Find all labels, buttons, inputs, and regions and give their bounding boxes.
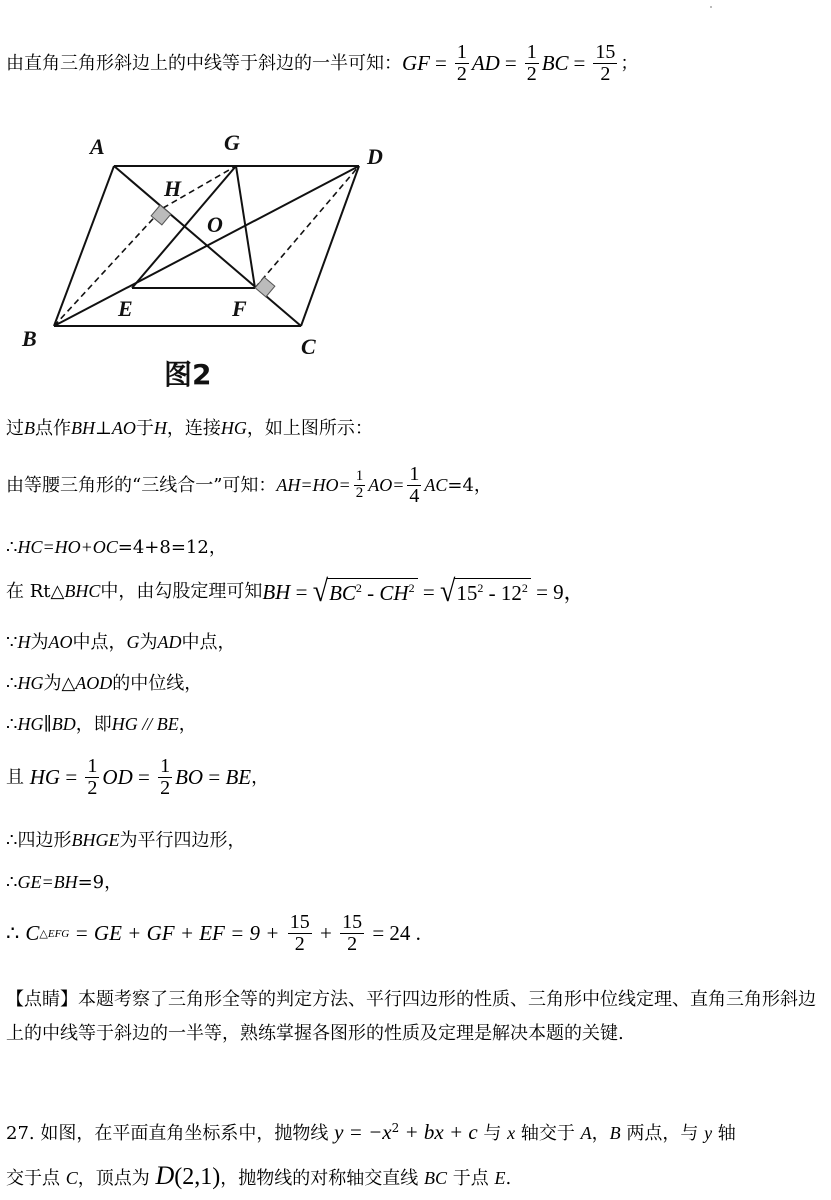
comment-body: 本题考察了三角形全等的判定方法、平行四边形的性质、三角形中位线定理、直角三角形斜边上的中线等于斜边的一半等，熟练掌握各图形的性质及定理是解决本题的关键. <box>6 989 816 1044</box>
right-angle-mark-f <box>255 277 275 297</box>
question-27: 27. 如图，在平面直角坐标系中，抛物线 $y = -x^2$ + bx + c 与 x 轴交于 A，B 两点，与 y 轴 交于点 C，顶点为 D(2,1)，抛物线的对称轴交直线 BC 于点 E. <box>6 1120 736 1190</box>
line-ge: ∴ GE=BH =9， <box>6 872 123 893</box>
line-midpoints: ∵ H 为 AO 中点， G 为 AD 中点， <box>6 632 236 653</box>
comment-heading: 【点睛】 <box>6 989 78 1010</box>
line-hc: ∴ HC=HO+OC =4+8=12， <box>6 537 227 558</box>
math-gf: GF <box>402 50 430 75</box>
geometry-figure <box>14 128 394 398</box>
line-parallelogram: ∴ 四边形 BHGE 为平行四边形， <box>6 830 246 851</box>
line-median-gf <box>6 42 638 85</box>
line-hg-equal: 且 HG = $\frac{1}{2}$ OD = $\frac{1}{2}$ BO = BE ， <box>6 755 270 799</box>
fraction-half: $\frac{1}{2}$ <box>456 41 467 85</box>
label-c: C <box>301 334 316 359</box>
fraction-half: $\frac{1}{2}$ <box>355 468 364 501</box>
segment-gf <box>236 166 255 288</box>
line-parallel: ∴ HG∥BD ，即 HG // BE ， <box>6 714 197 735</box>
math-ad: AD <box>471 50 500 75</box>
eq: = <box>573 50 586 75</box>
sqrt-15-12: √ $15^2 - 12^2$ <box>440 578 531 606</box>
segment-dc <box>301 166 359 326</box>
line-construct-bh: 过 B 点作 BH⊥AO 于 H ，连接 HG ，如上图所示： <box>6 418 373 439</box>
dashed-fd <box>255 166 359 288</box>
text: 由直角三角形斜边上的中线等于斜边的一半可知： <box>6 52 402 74</box>
math-bc: BC <box>541 50 569 75</box>
figure-caption: 图2 <box>164 358 212 391</box>
eq: = <box>435 50 447 75</box>
right-angle-mark-h <box>151 205 171 225</box>
comment-paragraph <box>6 983 826 1051</box>
fraction-15-2: $\frac{15}{2}$ <box>289 911 310 955</box>
eq: = <box>504 50 517 75</box>
fraction-half: $\frac{1}{2}$ <box>526 41 537 85</box>
label-h: H <box>164 176 182 201</box>
label-a: A <box>90 134 105 159</box>
fraction-half: $\frac{1}{2}$ <box>160 755 171 799</box>
fraction-quarter: $\frac{1}{4}$ <box>409 463 420 507</box>
fraction-15-2: $\frac{15}{2}$ <box>342 911 363 955</box>
line-isosceles: 由等腰三角形的“三线合一”可知： AH=HO= $\frac{1}{2}$ AO= $\frac{1}{4}$ AC =4， <box>6 463 492 507</box>
dashed-bh <box>54 208 163 326</box>
label-o: O <box>207 212 223 237</box>
line-midline: ∴ HG 为 △ AOD 的中位线， <box>6 673 203 694</box>
label-f: F <box>232 296 247 321</box>
label-e: E <box>118 296 133 321</box>
fraction-result: $\frac{15}{2}$ <box>595 41 616 85</box>
segment-bd <box>54 166 359 326</box>
label-g: G <box>224 130 240 155</box>
label-d: D <box>367 144 383 169</box>
line-perimeter: ∴ C △EFG = GE + GF + EF = 9 + $\frac{15}{2}$ + $\frac{15}{2}$ = 24 . <box>6 911 421 955</box>
fraction-half: $\frac{1}{2}$ <box>87 755 98 799</box>
label-b: B <box>22 326 37 351</box>
sqrt-bc-ch: √ $BC^2 - CH^2$ <box>313 578 418 606</box>
punct: ； <box>620 52 639 74</box>
segment-ab <box>54 166 114 326</box>
scan-dot <box>710 6 712 8</box>
line-pythagoras: 在 Rt △ BHC 中，由勾股定理可知 BH = √ $BC^2 - CH^2$ = √ $15^2 - 12^2$ = 9， <box>6 574 585 609</box>
